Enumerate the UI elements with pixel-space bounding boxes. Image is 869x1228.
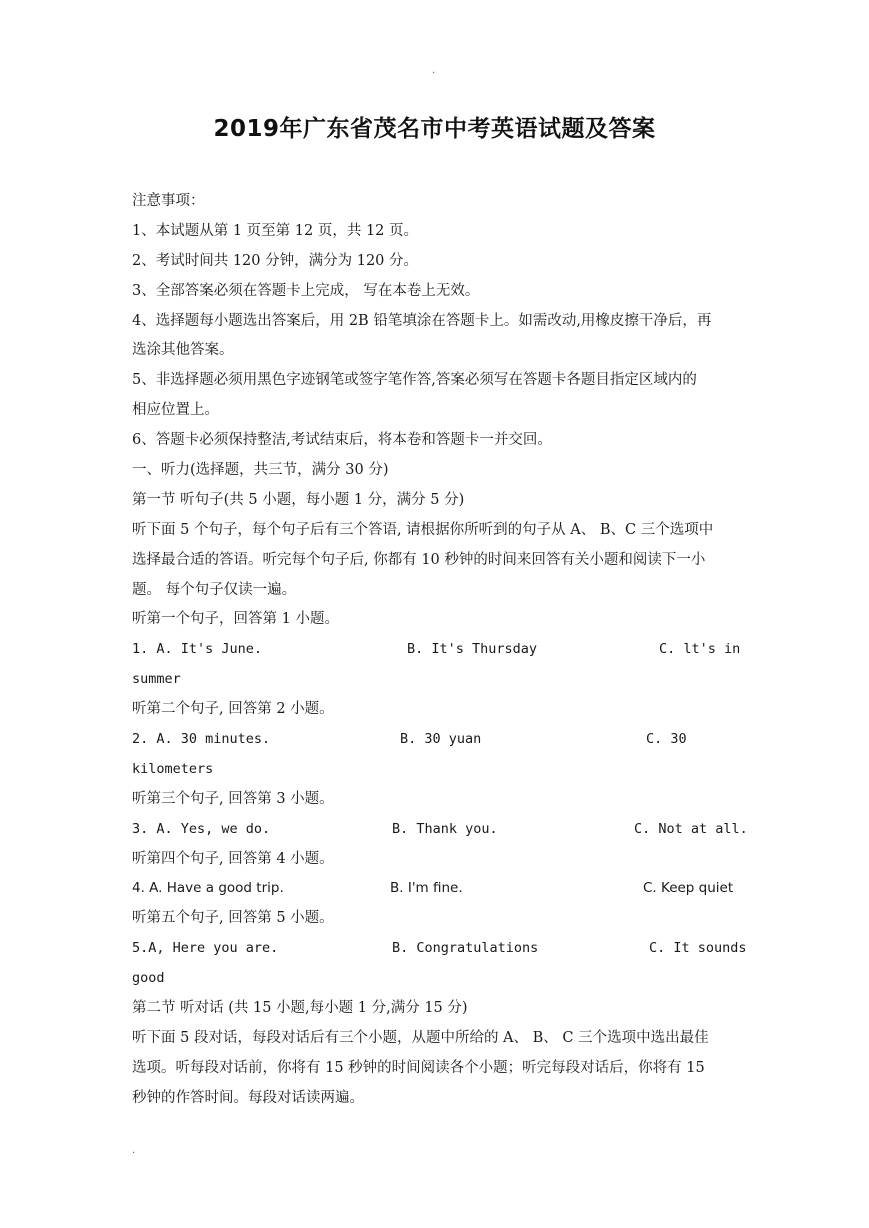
- option-a: 5.A, Here you are.: [132, 940, 279, 957]
- document-title: 2019年广东省茂名市中考英语试题及答案: [213, 116, 656, 142]
- section1-heading: 第一节 听句子(共 5 小题，每小题 1 分，满分 5 分): [132, 491, 465, 508]
- listening-heading: 一、听力(选择题，共三节，满分 30 分): [132, 462, 389, 479]
- note-item: 相应位置上。: [132, 402, 219, 419]
- option-a: 2. A. 30 minutes.: [132, 731, 271, 748]
- question-prompt: 听第三个句子, 回答第 3 小题。: [132, 790, 334, 807]
- note-item: 5、非选择题必须用黑色字迹钢笔或签字笔作答,答案必须写在答题卡各题目指定区域内的: [132, 372, 697, 389]
- question-options: [132, 815, 748, 845]
- note-item: 2、考试时间共 120 分钟，满分为 120 分。: [132, 252, 419, 269]
- question-options: [132, 725, 738, 755]
- question-prompt: 听第二个句子, 回答第 2 小题。: [132, 701, 334, 718]
- note-item: 1、本试题从第 1 页至第 12 页，共 12 页。: [132, 222, 419, 239]
- option-c: C. Not at all.: [634, 820, 748, 837]
- note-item: 3、全部答案必须在答题卡上完成， 写在本卷上无效。: [132, 282, 480, 299]
- option-b: B. Thank you.: [392, 820, 498, 837]
- section2-heading: 第二节 听对话 (共 15 小题,每小题 1 分,满分 15 分): [132, 1000, 468, 1017]
- option-wrap: kilometers: [132, 760, 214, 777]
- option-b: B. 30 yuan: [400, 731, 482, 748]
- notes-heading: 注意事项：: [132, 193, 205, 209]
- option-b: B. It's Thursday: [407, 641, 538, 658]
- question-options: [132, 874, 738, 904]
- option-c: C. lt's in: [659, 641, 741, 658]
- document-body: [132, 187, 748, 1114]
- note-item: 4、选择题每小题选出答案后，用 2B 铅笔填涂在答题卡上。如需改动,用橡皮擦干净后，再: [132, 312, 712, 329]
- note-item: 选涂其他答案。: [132, 342, 234, 359]
- option-a: 4. A. Have a good trip.: [132, 880, 284, 897]
- option-b: B. Congratulations: [392, 940, 539, 957]
- section1-instruction: 选择最合适的答语。听完每个句子后, 你都有 10 秒钟的时间来回答有关小题和阅读下一小: [132, 551, 706, 568]
- question-options: [132, 934, 747, 964]
- section1-instruction: 听下面 5 个句子，每个句子后有三个答语, 请根据你所听到的句子从 A、 B、C 三个选项中: [132, 521, 714, 538]
- question-options: [132, 635, 741, 665]
- option-a: 3. A. Yes, we do.: [132, 820, 271, 837]
- option-a: 1. A. It's June.: [132, 641, 263, 658]
- option-c: C. 30: [646, 731, 687, 748]
- option-c: C. It sounds: [649, 940, 747, 957]
- option-c: C. Keep quiet: [643, 880, 734, 897]
- question-prompt: 听第五个句子, 回答第 5 小题。: [132, 910, 334, 927]
- question-prompt: 听第一个句子，回答第 1 小题。: [132, 611, 339, 628]
- option-b: B. I'm fine.: [390, 880, 463, 897]
- header-mark: .: [432, 65, 436, 76]
- section2-instruction: 选项。听每段对话前，你将有 15 秒钟的时间阅读各个小题；听完每段对话后，你将有 15: [132, 1059, 705, 1076]
- section1-instruction: 题。 每个句子仅读一遍。: [132, 581, 297, 598]
- note-item: 6、答题卡必须保持整洁,考试结束后，将本卷和答题卡一并交回。: [132, 432, 552, 449]
- section2-instruction: 听下面 5 段对话，每段对话后有三个小题，从题中所给的 A、 B、 C 三个选项中选出最佳: [132, 1029, 709, 1046]
- section2-instruction: 秒钟的作答时间。每段对话读两遍。: [132, 1089, 364, 1106]
- question-prompt: 听第四个句子, 回答第 4 小题。: [132, 850, 334, 867]
- footer-mark: .: [132, 1145, 136, 1156]
- option-wrap: summer: [132, 671, 181, 688]
- option-wrap: good: [132, 970, 165, 987]
